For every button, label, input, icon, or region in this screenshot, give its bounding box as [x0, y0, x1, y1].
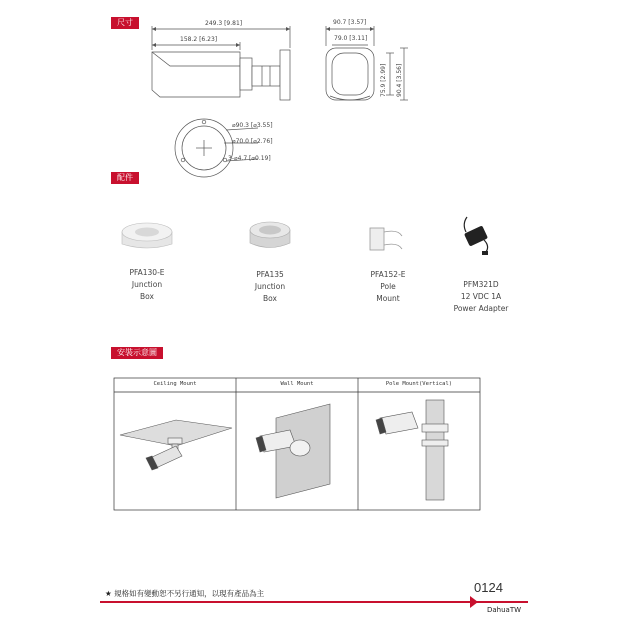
accessory-model: PFM321D — [463, 280, 499, 289]
section-tag-installation: 安裝示意圖 — [111, 347, 163, 359]
accessory-desc-line: 12 VDC 1A — [460, 292, 502, 301]
accessory-desc-line: Junction — [254, 282, 286, 291]
footer-note: ★ 規格如有變動恕不另行通知，以現有產品為主 — [105, 589, 265, 598]
section-tag-dimensions: 尺寸 — [111, 17, 139, 29]
accessory-desc-line: Pole — [380, 282, 396, 291]
dim-inner-width: 79.0 [3.11] — [334, 35, 368, 42]
mount-title-pole: Pole Mount(Vertical) — [385, 381, 453, 387]
dim-base-outer: ⌀90.3 [⌀3.55] — [232, 122, 273, 129]
accessory-model: PFA152-E — [370, 270, 406, 279]
accessory-desc-line: Box — [140, 292, 154, 301]
section-tag-accessories: 配件 — [111, 172, 139, 184]
dim-body-length: 158.2 [6.23] — [180, 36, 218, 43]
accessory-model: PFA135 — [256, 270, 284, 279]
dim-screw-holes: 3-⌀4.7 [⌀0.19] — [228, 155, 271, 162]
dim-overall-length: 249.3 [9.81] — [205, 20, 243, 27]
dim-base-inner: ⌀70.0 [⌀2.76] — [232, 138, 273, 145]
accessory-desc-line: Mount — [376, 294, 400, 303]
accessory-desc-line: Junction — [131, 280, 163, 289]
dim-front-width: 90.7 [3.57] — [333, 19, 367, 26]
dim-outer-height: 90.4 [3.56] — [396, 63, 403, 97]
brand-name: DahuaTW — [487, 606, 522, 614]
dim-inner-height: 75.9 [2.99] — [380, 63, 387, 97]
page-number: 0124 — [474, 580, 503, 595]
mount-title-ceiling: Ceiling Mount — [153, 381, 197, 387]
mount-title-wall: Wall Mount — [280, 381, 314, 387]
accessory-desc-line: Power Adapter — [453, 304, 509, 313]
accessory-model: PFA130-E — [129, 268, 165, 277]
accessory-desc-line: Box — [263, 294, 277, 303]
